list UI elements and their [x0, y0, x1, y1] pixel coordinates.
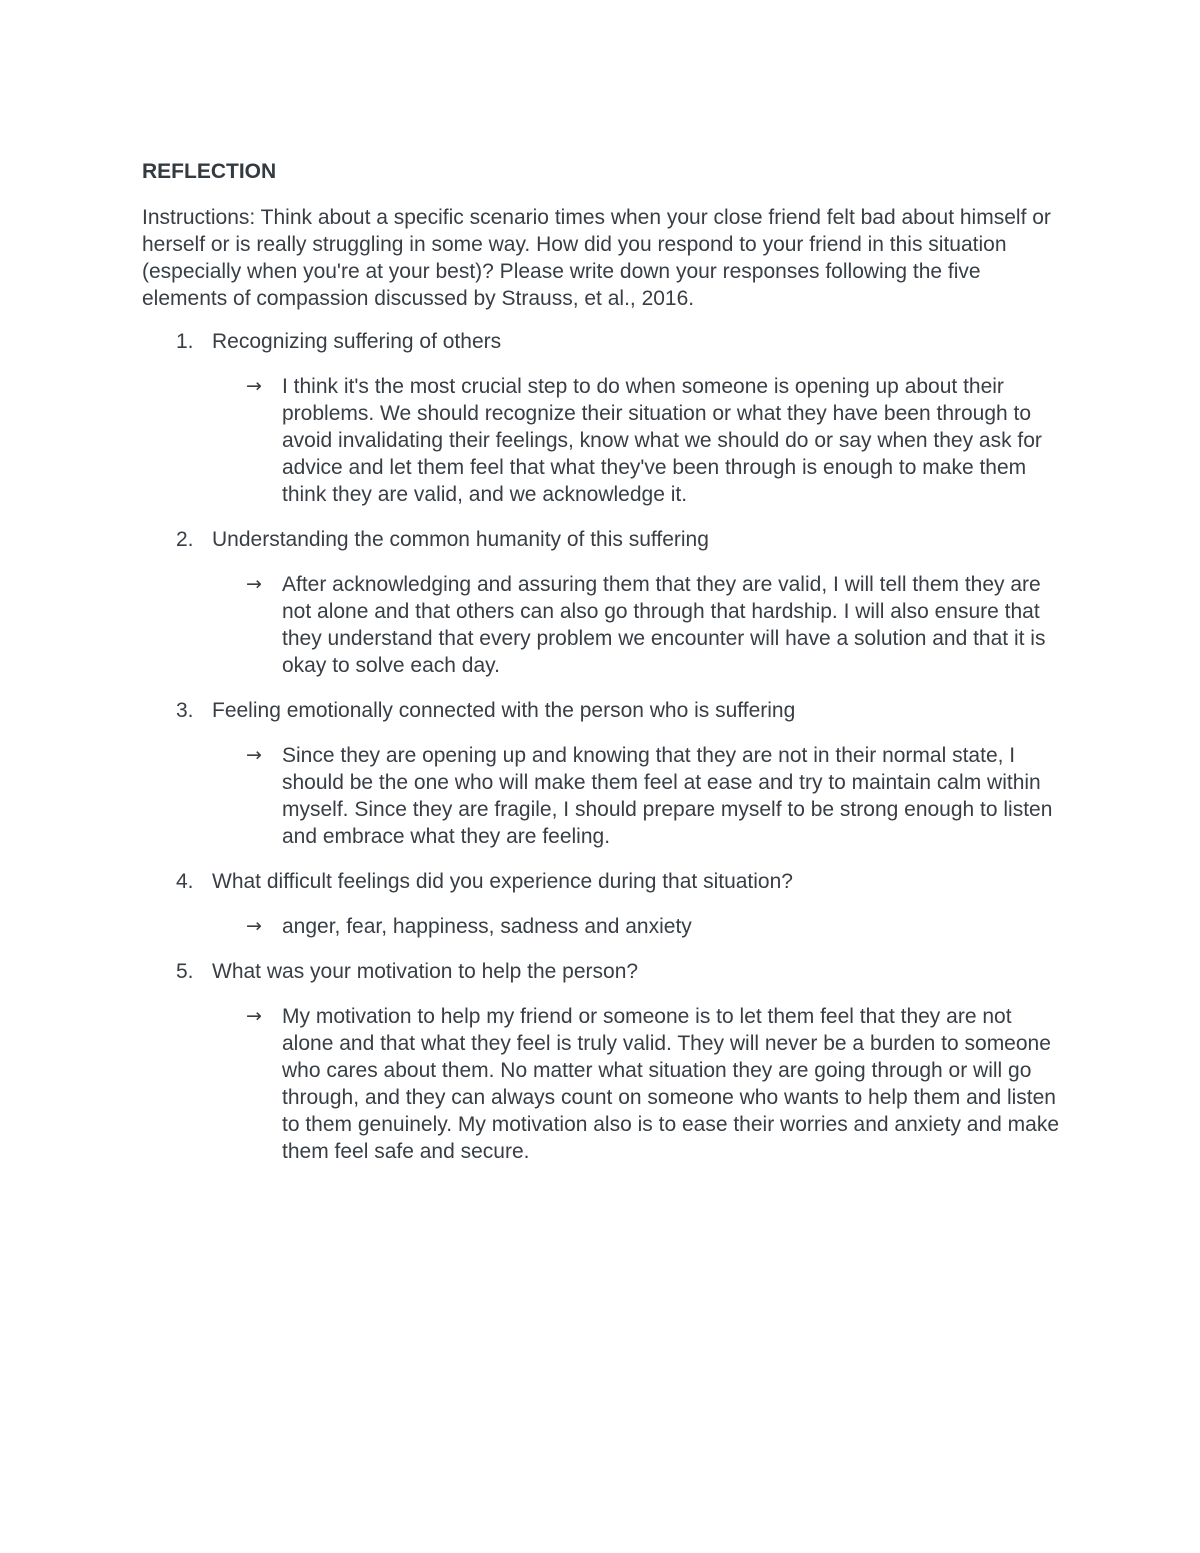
question [142, 697, 1067, 724]
document-title: REFLECTION [142, 160, 277, 183]
answer [142, 913, 1067, 940]
arrow-icon: → [246, 744, 262, 766]
answer-text: anger, fear, happiness, sadness and anxiety [282, 915, 692, 938]
question-list [142, 328, 1067, 1165]
list-item [142, 328, 1067, 508]
question [142, 958, 1067, 985]
instructions-paragraph: Instructions: Think about a specific scenario times when your close friend felt bad about himself or herself or is really struggling in some way. How did you respond to your friend in this situation (especially when you're at your best)? Please write down your responses following the five elements of compassion discussed by Strauss, et al., 2016. [142, 206, 1051, 310]
question-text: Recognizing suffering of others [212, 330, 502, 353]
arrow-icon: → [246, 573, 262, 595]
item-number: 2. [176, 528, 194, 551]
answer-text: Since they are opening up and knowing that they are not in their normal state, I should be the one who will make them feel at ease and try to maintain calm within myself. Since they are fragile, I should prepare myself to be strong enough to listen and embrace what they are feeling. [282, 744, 1053, 848]
arrow-icon: → [246, 375, 262, 397]
question [142, 868, 1067, 895]
answer-text: My motivation to help my friend or someone is to let them feel that they are not alone and that what they feel is truly valid. They will never be a burden to someone who cares about them. No matter what situation they are going through or will go through, and they can always count on someone who wants to help them and listen to them genuinely. My motivation also is to ease their worries and anxiety and make them feel safe and secure. [282, 1005, 1059, 1163]
list-item [142, 868, 1067, 940]
item-number: 4. [176, 870, 194, 893]
arrow-icon: → [246, 1005, 262, 1027]
question-text: What difficult feelings did you experience during that situation? [212, 870, 793, 893]
answer [142, 373, 1067, 508]
document-content [142, 158, 1067, 1183]
answer-text: I think it's the most crucial step to do when someone is opening up about their problems. We should recognize their situation or what they have been through to avoid invalidating their feelings, know what we should do or say when they ask for advice and let them feel that what they've been through is enough to make them think they are valid, and we acknowledge it. [282, 375, 1042, 506]
list-item [142, 526, 1067, 679]
answer [142, 571, 1067, 679]
answer [142, 742, 1067, 850]
list-item [142, 697, 1067, 850]
list-item [142, 958, 1067, 1165]
answer-text: After acknowledging and assuring them that they are valid, I will tell them they are not alone and that others can also go through that hardship. I will also ensure that they understand that every problem we encounter will have a solution and that it is okay to solve each day. [282, 573, 1046, 677]
item-number: 5. [176, 960, 194, 983]
item-number: 3. [176, 699, 194, 722]
question [142, 526, 1067, 553]
question-text: Understanding the common humanity of this suffering [212, 528, 709, 551]
question-text: What was your motivation to help the person? [212, 960, 639, 983]
answer [142, 1003, 1067, 1165]
item-number: 1. [176, 330, 194, 353]
question [142, 328, 1067, 355]
question-text: Feeling emotionally connected with the person who is suffering [212, 699, 796, 722]
arrow-icon: → [246, 915, 262, 937]
